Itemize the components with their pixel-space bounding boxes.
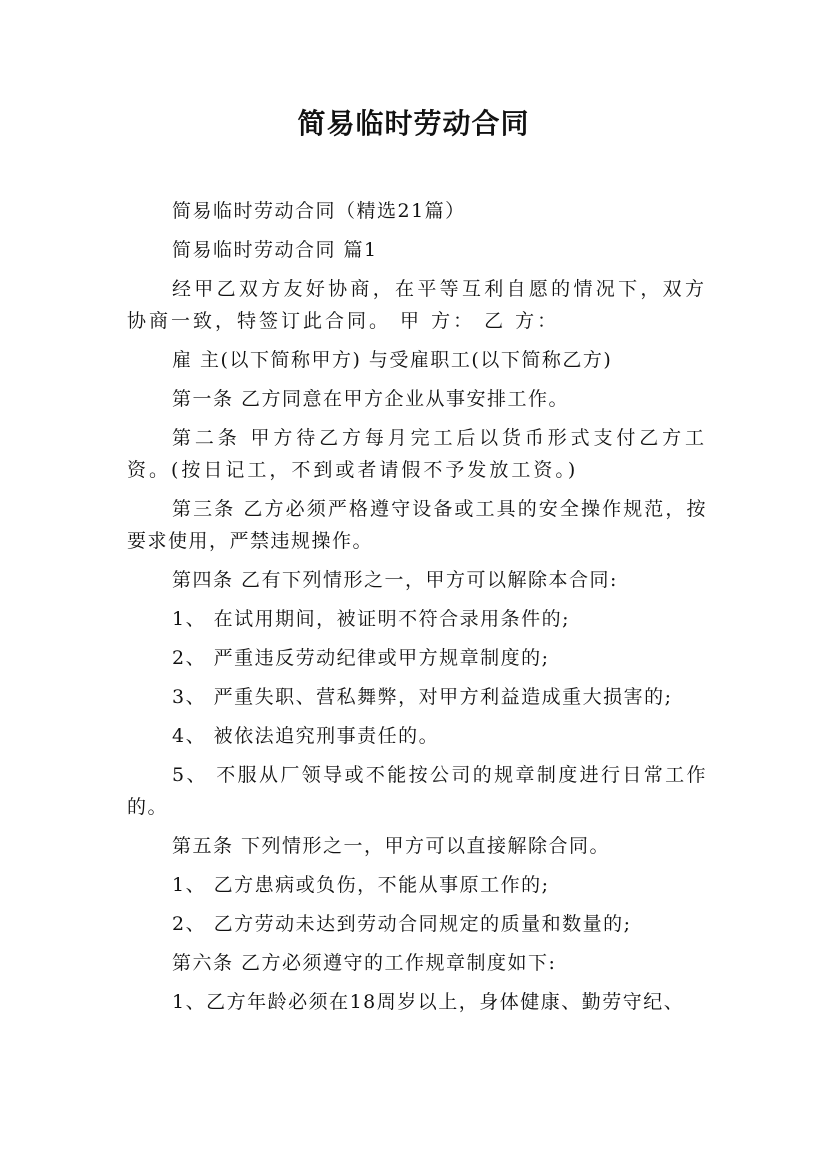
paragraph-subtitle: 简易临时劳动合同（精选21篇） <box>172 200 466 222</box>
list-item: 4、 被依法追究刑事责任的。 <box>172 725 440 747</box>
paragraph-article-6: 第六条 乙方必须遵守的工作规章制度如下: <box>172 952 557 974</box>
paragraph-article-5: 第五条 下列情形之一，甲方可以直接解除合同。 <box>172 835 611 857</box>
list-item: 3、 严重失职、营私舞弊，对甲方利益造成重大损害的; <box>172 686 673 708</box>
paragraph-parties: 雇 主(以下简称甲方) 与受雇职工(以下简称乙方) <box>172 349 613 371</box>
paragraph-article-4: 第四条 乙有下列情形之一，甲方可以解除本合同: <box>172 569 618 591</box>
list-item: 2、 乙方劳动未达到劳动合同规定的质量和数量的; <box>172 913 632 935</box>
list-item: 5、 不服从厂领导或不能按公司的规章制度进行日常工作的。 <box>127 764 707 818</box>
paragraph-article-3: 第三条 乙方必须严格遵守设备或工具的安全操作规范，按要求使用，严禁违规操作。 <box>127 498 707 552</box>
paragraph-intro: 经甲乙双方友好协商，在平等互利自愿的情况下，双方协商一致，特签订此合同。 甲 方： 乙 方： <box>127 278 707 332</box>
list-item: 2、 严重违反劳动纪律或甲方规章制度的; <box>172 647 550 669</box>
list-item: 1、 乙方患病或负伤，不能从事原工作的; <box>172 874 550 896</box>
document-title: 简易临时劳动合同 <box>297 107 530 140</box>
list-item: 1、 在试用期间，被证明不符合录用条件的; <box>172 608 571 630</box>
list-item: 1、乙方年龄必须在18周岁以上，身体健康、勤劳守纪、 <box>172 991 685 1013</box>
paragraph-article-2: 第二条 甲方待乙方每月完工后以货币形式支付乙方工资。(按日记工，不到或者请假不予发放工资。) <box>127 427 707 481</box>
paragraph-article-1: 第一条 乙方同意在甲方企业从事安排工作。 <box>172 388 570 410</box>
paragraph-section-heading: 简易临时劳动合同 篇1 <box>172 239 378 261</box>
document-body <box>127 195 707 1025</box>
